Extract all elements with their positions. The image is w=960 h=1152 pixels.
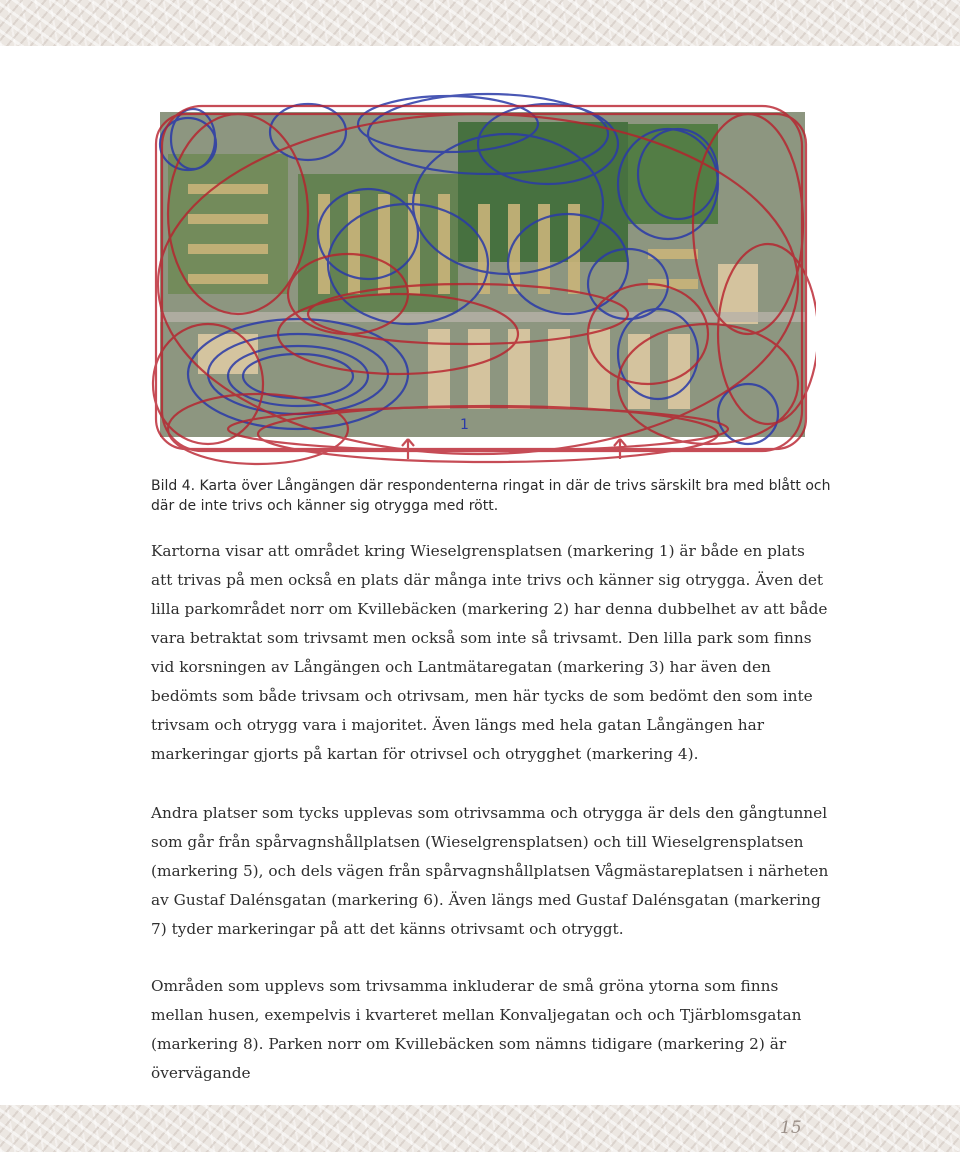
page-number: 15 [780, 1118, 802, 1138]
road [160, 312, 805, 322]
map-marker-label: 1 [460, 417, 469, 433]
annotated-map-figure [148, 84, 816, 474]
decorative-header-band [0, 0, 960, 46]
body-paragraph: Kartorna visar att området kring Wieselgrensplatsen (markering 1) är både en plats att trivas på men också en plats där många inte trivs och känner sig otrygga. Även det lilla parkområdet norr om Kvillebäcken (markering 2) har denna dubbelhet av att både vara betraktat som trivsamt men också som inte så trivsamt. Den lilla park som finns vid korsningen av Långängen och Lantmätaregatan (markering 3) har även den bedömts som både trivsam och otrivsam, men här tycks de som bedömt den som inte trivsam och otrygg vara i majoritet. Även längs med hela gatan Långängen har markeringar gjorts på kartan för otrivsel och otrygghet (markering 4). [151, 542, 828, 763]
figure-caption: Bild 4. Karta över Långängen där respondenterna ringat in där de trivs särskilt bra med blått och där de inte trivs och känner sig otrygga med rött. [151, 478, 831, 514]
body-paragraph: Andra platser som tycks upplevas som otrivsamma och otrygga är dels den gångtunnel som går från spårvagnshållplatsen (Wieselgrensplatsen) och till Wieselgrensplatsen (markering 5), och dels vägen från spårvagnshållplatsen Vågmästareplatsen i närheten av Gustaf Dalénsgatan (markering 6). Även längs med Gustaf Dalénsgatan (markering 7) tyder markeringar på att det känns otrivsamt och otryggt. [151, 804, 829, 938]
body-paragraph: Områden som upplevs som trivsamma inkluderar de små gröna ytorna som finns mellan husen, exempelvis i kvarteret mellan Konvaljegatan och och Tjärblomsgatan (markering 8). Parken norr om Kvillebäcken som nämns tidigare (markering 2) är övervägande [151, 977, 802, 1082]
